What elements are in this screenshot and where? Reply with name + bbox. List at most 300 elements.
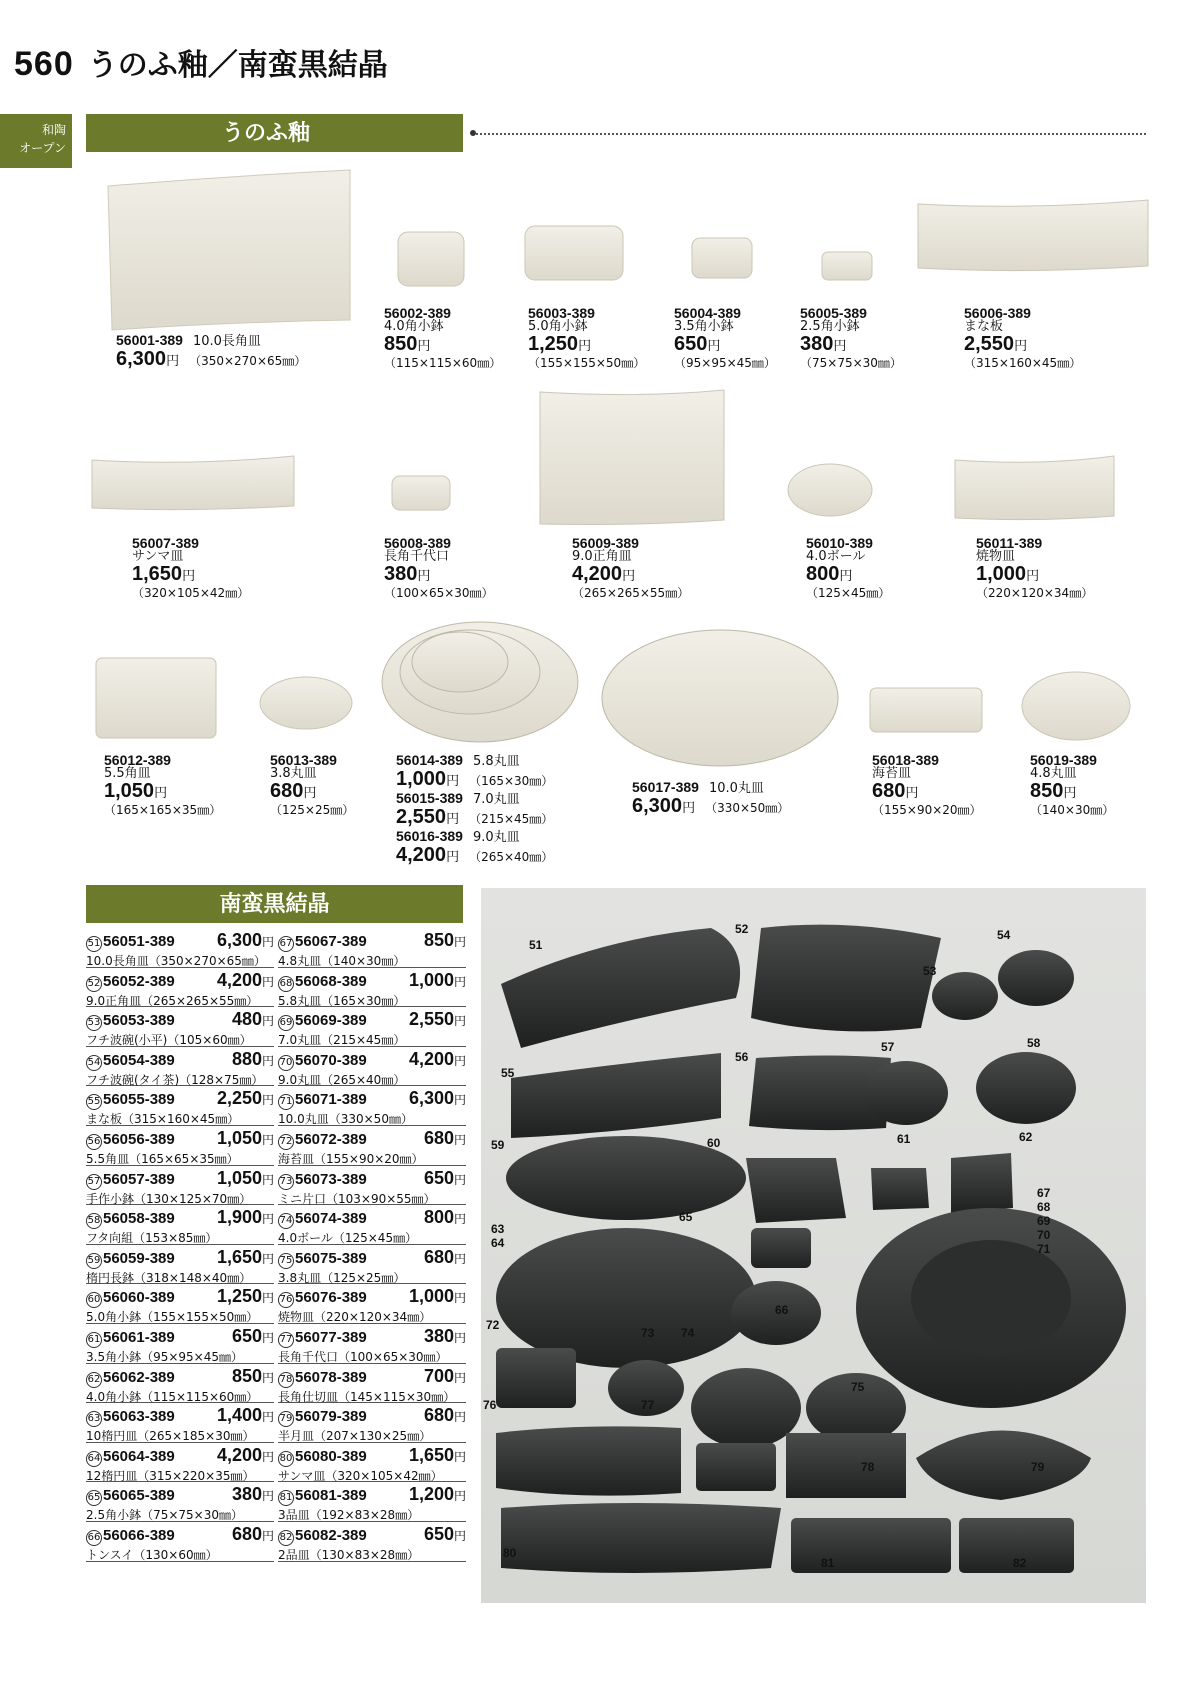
item-number-badge: 59 [86,1253,102,1269]
item-description: 5.0角小鉢（155×155×50㎜） [86,1310,259,1325]
price-list-item [278,1284,466,1324]
photo-label: 69 [1037,1214,1051,1228]
photo-label: 77 [641,1398,655,1412]
photo-label: 64 [491,1236,505,1250]
product-image-56008 [392,476,450,510]
item-price: 1,000円 [408,1286,466,1307]
photo-label: 53 [923,964,937,978]
item-code: 56053-389 [103,1012,175,1030]
product-image-56001 [108,170,350,330]
product-name: 5.5角皿 [104,766,151,781]
photo-label: 68 [1037,1200,1051,1214]
product-code: 56006-389 [964,305,1031,321]
product-name: サンマ皿 [132,549,184,564]
product-price: 1,000円 [976,563,1040,585]
item-price: 1,900円 [216,1207,274,1228]
product-code: 56015-389 [396,790,463,806]
item-description: 2.5角小鉢（75×75×30㎜） [86,1508,244,1523]
product-code: 56018-389 [872,752,939,768]
item-price: 800円 [423,1207,466,1228]
product-price: 2,550円 [964,333,1028,355]
item-price: 680円 [423,1246,466,1267]
product-price: 1,050円 [104,780,168,802]
item-number-badge: 72 [278,1134,294,1150]
item-price: 680円 [231,1523,274,1544]
item-price: 850円 [231,1365,274,1386]
photo-label: 61 [897,1132,911,1146]
product-dims: （330×50㎜） [705,801,790,815]
item-number-badge: 79 [278,1411,294,1427]
product-code: 56013-389 [270,752,337,768]
item-code: 56067-389 [295,933,367,950]
photo-label: 70 [1037,1228,1051,1242]
item-price: 6,300円 [408,1088,466,1109]
product-name: まな板 [964,319,1004,334]
item-description: 楕円長鉢（318×148×40㎜） [86,1270,252,1285]
item-description: 長角仕切皿（145×115×30㎜） [278,1389,456,1404]
item-code: 56074-389 [295,1210,367,1228]
item-code: 56078-389 [295,1368,367,1386]
product-dims: （95×95×45㎜） [674,356,776,370]
price-list [86,928,466,1562]
item-description: 焼物皿（220×120×34㎜） [278,1310,432,1325]
product-code: 56012-389 [104,752,171,768]
product-price: 650円 [674,333,721,355]
product-name: 10.0丸皿 [708,781,764,796]
product-price: 680円 [270,780,317,802]
price-list-item [86,1284,274,1324]
product-image-56003 [525,226,623,280]
product-56014-16 [396,753,553,867]
item-number-badge: 51 [86,936,102,952]
item-number-badge: 60 [86,1292,102,1308]
photo-label: 56 [735,1050,749,1064]
price-list-item [278,1245,466,1285]
item-code: 56073-389 [295,1170,367,1188]
product-dims: （155×90×20㎜） [872,803,982,817]
product-name: 10.0長角皿 [192,334,261,349]
product-price: 4,200円 [572,563,636,585]
photo-label: 75 [851,1380,865,1394]
product-image-56013 [260,677,352,729]
price-list-item [278,1086,466,1126]
item-price: 2,250円 [216,1088,274,1109]
product-name: 2.5角小鉢 [800,319,860,334]
product-image-56018 [870,688,982,732]
product-price: 1,650円 [132,563,196,585]
item-code: 56081-389 [295,1487,367,1505]
section-banner-unofu: うのふ釉 [86,114,463,152]
product-price: 1,250円 [528,333,592,355]
product-image-56002 [398,232,464,286]
item-price: 850円 [423,930,466,950]
product-56005 [800,306,902,370]
item-price: 650円 [423,1167,466,1188]
photo-label: 78 [861,1460,875,1474]
item-description: フチ波碗(小平)（105×60㎜） [86,1033,252,1048]
item-number-badge: 55 [86,1094,102,1110]
price-list-item [278,1047,466,1087]
item-price: 380円 [423,1325,466,1346]
product-56002 [384,306,501,370]
item-code: 56066-389 [103,1526,175,1544]
price-list-item [278,1443,466,1483]
product-56013 [270,753,354,817]
photo-label: 81 [821,1556,835,1570]
item-price: 1,050円 [216,1127,274,1148]
price-list-item [86,1403,274,1443]
item-description: 2品皿（130×83×28㎜） [278,1547,420,1562]
product-price: 800円 [806,563,853,585]
product-56008 [384,536,494,600]
product-56009 [572,536,689,600]
product-code: 56002-389 [384,305,451,321]
price-list-item [86,968,274,1008]
product-image-56006 [918,200,1148,271]
product-dims: （320×105×42㎜） [132,586,250,600]
price-list-item [86,1324,274,1364]
price-list-item [86,1126,274,1166]
item-description: ミニ片口（103×90×55㎜） [278,1191,436,1206]
product-code: 56010-389 [806,535,873,551]
item-description: 海苔皿（155×90×20㎜） [278,1151,424,1166]
price-list-item [86,1443,274,1483]
price-list-item [278,1364,466,1404]
item-description: 3.8丸皿（125×25㎜） [278,1270,406,1285]
product-price: 2,550円 [396,806,460,828]
product-dims: （125×25㎜） [270,803,355,817]
product-price: 380円 [800,333,847,355]
item-code: 56080-389 [295,1447,367,1465]
item-code: 56051-389 [103,933,175,950]
item-price: 680円 [423,1127,466,1148]
photo-label: 54 [997,928,1011,942]
item-number-badge: 76 [278,1292,294,1308]
item-code: 56068-389 [295,972,367,990]
item-description: フチ波碗(タイ茶)（128×75㎜） [86,1072,264,1087]
product-code: 56017-389 [632,779,699,795]
item-code: 56070-389 [295,1051,367,1069]
product-price: 1,000円 [396,768,460,790]
item-price: 650円 [423,1523,466,1544]
item-price: 1,250円 [216,1286,274,1307]
item-code: 56060-389 [103,1289,175,1307]
product-name: 7.0丸皿 [472,792,520,807]
item-description: まな板（315×160×45㎜） [86,1112,240,1127]
photo-label: 82 [1013,1556,1027,1570]
photo-label: 51 [529,938,543,952]
price-list-item [278,1522,466,1562]
item-number-badge: 81 [278,1490,294,1506]
item-price: 680円 [423,1405,466,1426]
product-name: 9.0正角皿 [572,549,632,564]
product-56019 [1030,753,1114,817]
item-code: 56069-389 [295,1012,367,1030]
item-number-badge: 66 [86,1530,102,1546]
product-image-56011 [955,456,1114,520]
item-number-badge: 62 [86,1372,102,1388]
price-list-item [86,1086,274,1126]
product-price: 850円 [1030,780,1077,802]
page-number: 560 [14,45,74,83]
product-price: 850円 [384,333,431,355]
item-price: 480円 [231,1009,274,1030]
item-code: 56059-389 [103,1249,175,1267]
item-code: 56064-389 [103,1447,175,1465]
photo-label: 74 [681,1326,695,1340]
item-number-badge: 63 [86,1411,102,1427]
item-code: 56063-389 [103,1408,175,1426]
product-code: 56001-389 [116,332,183,348]
product-56007 [132,536,249,600]
product-name: 9.0丸皿 [472,830,520,845]
product-dims: （155×155×50㎜） [528,356,646,370]
item-code: 56072-389 [295,1130,367,1148]
product-code: 56004-389 [674,305,741,321]
item-price: 880円 [231,1048,274,1069]
item-price: 2,550円 [408,1009,466,1030]
product-code: 56019-389 [1030,752,1097,768]
product-code: 56016-389 [396,828,463,844]
price-list-item [278,1126,466,1166]
item-number-badge: 53 [86,1015,102,1031]
item-description: 5.8丸皿（165×30㎜） [278,993,406,1008]
product-56001 [116,333,306,371]
item-description: 12楕円皿（315×220×35㎜） [86,1468,255,1483]
item-price: 1,000円 [408,969,466,990]
product-dims: （165×165×35㎜） [104,803,222,817]
price-list-item [278,1403,466,1443]
product-56011 [976,536,1093,600]
item-description: サンマ皿（320×105×42㎜） [278,1468,443,1483]
product-price: 6,300円 [116,348,180,370]
item-code: 56057-389 [103,1170,175,1188]
item-description: 3.5角小鉢（95×95×45㎜） [86,1349,244,1364]
item-description: 半月皿（207×130×25㎜） [278,1429,432,1444]
photo-label: 58 [1027,1036,1041,1050]
item-number-badge: 65 [86,1490,102,1506]
category-tab-line1: 和陶 [41,123,66,137]
photo-label: 59 [491,1138,505,1152]
item-price: 1,650円 [216,1246,274,1267]
photo-label: 66 [775,1303,789,1317]
item-description: 10楕円皿（265×185×30㎜） [86,1429,255,1444]
price-list-item [86,1522,274,1562]
item-description: 4.0ボール（125×45㎜） [278,1231,418,1246]
item-number-badge: 78 [278,1372,294,1388]
item-number-badge: 68 [278,976,294,992]
photo-label: 80 [503,1546,517,1560]
product-56003 [528,306,645,370]
item-code: 56056-389 [103,1130,175,1148]
item-description: 7.0丸皿（215×45㎜） [278,1033,406,1048]
item-description: 長角千代口（100×65×30㎜） [278,1349,448,1364]
item-number-badge: 54 [86,1055,102,1071]
item-price: 1,050円 [216,1167,274,1188]
price-list-item [86,928,274,968]
product-code: 56005-389 [800,305,867,321]
item-number-badge: 52 [86,976,102,992]
item-price: 700円 [423,1365,466,1386]
product-name: 海苔皿 [872,766,912,781]
price-list-item [278,928,466,968]
photo-label: 60 [707,1136,721,1150]
product-price: 4,200円 [396,844,460,866]
product-name: 4.0ボール [806,549,866,564]
price-list-item [86,1047,274,1087]
item-price: 380円 [231,1484,274,1505]
item-code: 56076-389 [295,1289,367,1307]
product-dims: （165×30㎜） [469,774,554,788]
photo-label: 55 [501,1066,515,1080]
product-code: 56011-389 [976,535,1043,551]
category-tab-line2: オープン [19,141,66,155]
price-list-item [86,1482,274,1522]
item-number-badge: 56 [86,1134,102,1150]
item-number-badge: 57 [86,1174,102,1190]
item-number-badge: 80 [278,1451,294,1467]
product-dims: （100×65×30㎜） [384,586,494,600]
price-list-item [86,1007,274,1047]
product-photo-nanban [481,888,1146,1603]
item-price: 4,200円 [408,1048,466,1069]
item-number-badge: 73 [278,1174,294,1190]
product-dims: （115×115×60㎜） [384,356,502,370]
photo-label: 79 [1031,1460,1045,1474]
item-number-badge: 75 [278,1253,294,1269]
item-code: 56075-389 [295,1249,367,1267]
product-dims: （220×120×34㎜） [976,586,1094,600]
photo-label: 62 [1019,1130,1033,1144]
item-price: 1,400円 [216,1405,274,1426]
item-price: 6,300円 [216,930,274,950]
item-code: 56079-389 [295,1408,367,1426]
product-56012 [104,753,221,817]
product-price: 6,300円 [632,795,696,817]
product-code: 56009-389 [572,535,639,551]
product-dims: （125×45㎜） [806,586,891,600]
item-description: 9.0正角皿（265×265×55㎜） [86,993,259,1008]
item-description: 5.5角皿（165×65×35㎜） [86,1151,239,1166]
product-image-56010 [788,464,872,516]
product-name: 4.8丸皿 [1030,766,1077,781]
price-list-item [86,1245,274,1285]
item-description: 10.0丸皿（330×50㎜） [278,1112,413,1127]
item-price: 4,200円 [216,969,274,990]
item-number-badge: 71 [278,1094,294,1110]
page-title: うのふ釉／南蛮黒結晶 [87,48,388,83]
product-name: 焼物皿 [976,549,1016,564]
photo-label: 52 [735,922,749,936]
item-price: 1,650円 [408,1444,466,1465]
price-list-item [86,1364,274,1404]
section-banner-nanban: 南蛮黒結晶 [86,885,463,923]
product-dims: （265×40㎜） [469,850,554,864]
product-name: 長角千代口 [384,549,450,564]
product-code: 56008-389 [384,535,451,551]
product-56017 [632,780,789,818]
product-image-56019 [1022,672,1130,740]
product-image-56004 [692,238,752,278]
product-dims: （315×160×45㎜） [964,356,1082,370]
item-code: 56082-389 [295,1526,367,1544]
product-image-56012 [96,658,216,738]
item-number-badge: 77 [278,1332,294,1348]
item-code: 56052-389 [103,972,175,990]
item-description: 手作小鉢（130×125×70㎜） [86,1191,252,1206]
product-dims: （350×270×65㎜） [189,354,307,368]
photo-label: 72 [486,1318,500,1332]
product-name: 5.0角小鉢 [528,319,588,334]
price-list-item [278,968,466,1008]
product-56010 [806,536,890,600]
item-number-badge: 64 [86,1451,102,1467]
item-code: 56065-389 [103,1487,175,1505]
product-code: 56007-389 [132,535,199,551]
product-dims: （215×45㎜） [469,812,554,826]
item-code: 56058-389 [103,1210,175,1228]
price-list-item [278,1205,466,1245]
item-description: 4.0角小鉢（115×115×60㎜） [86,1389,259,1404]
product-56006 [964,306,1081,370]
item-number-badge: 82 [278,1530,294,1546]
product-name: 5.8丸皿 [472,754,520,769]
item-description: フタ向組（153×85㎜） [86,1231,218,1246]
item-description: 10.0長角皿（350×270×65㎜） [86,954,266,968]
product-dims: （75×75×30㎜） [800,356,902,370]
photo-label: 71 [1037,1242,1051,1256]
item-description: トンスイ（130×60㎜） [86,1547,218,1562]
product-price: 380円 [384,563,431,585]
item-code: 56054-389 [103,1051,175,1069]
product-image-56005 [822,252,872,280]
product-name: 3.8丸皿 [270,766,317,781]
product-dims: （265×265×55㎜） [572,586,690,600]
product-image-56007 [92,456,294,510]
item-price: 650円 [231,1325,274,1346]
item-code: 56055-389 [103,1091,175,1109]
product-code: 56014-389 [396,752,463,768]
item-number-badge: 61 [86,1332,102,1348]
price-list-item [278,1482,466,1522]
product-dims: （140×30㎜） [1030,803,1115,817]
item-description: 4.8丸皿（140×30㎜） [278,954,406,968]
item-description: 9.0丸皿（265×40㎜） [278,1072,406,1087]
item-number-badge: 69 [278,1015,294,1031]
item-number-badge: 70 [278,1055,294,1071]
product-56018 [872,753,982,817]
product-image-56009 [540,390,724,525]
price-list-item [86,1166,274,1206]
product-56004 [674,306,776,370]
photo-label: 76 [483,1398,497,1412]
item-price: 1,200円 [408,1484,466,1505]
price-list-item [278,1007,466,1047]
photo-label: 67 [1037,1186,1051,1200]
item-number-badge: 67 [278,936,294,952]
photo-label: 65 [679,1210,693,1224]
product-name: 3.5角小鉢 [674,319,734,334]
photo-label: 73 [641,1326,655,1340]
item-price: 4,200円 [216,1444,274,1465]
product-price: 680円 [872,780,919,802]
item-code: 56061-389 [103,1328,175,1346]
product-image-56017 [602,630,838,766]
price-list-item [278,1166,466,1206]
item-code: 56062-389 [103,1368,175,1386]
product-code: 56003-389 [528,305,595,321]
photo-label: 63 [491,1222,505,1236]
